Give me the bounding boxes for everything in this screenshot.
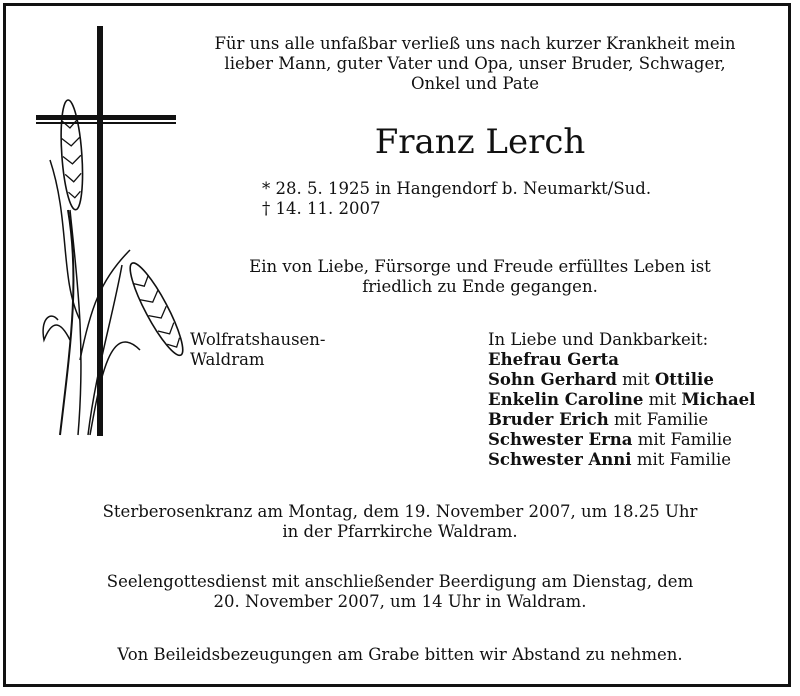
life-line: Ein von Liebe, Fürsorge und Freude erfülltes Leben ist <box>249 257 711 276</box>
deceased-name: Franz Lerch <box>374 122 586 162</box>
cross-with-wheat-icon <box>30 20 190 440</box>
rosary-line: in der Pfarrkirche Waldram. <box>282 522 518 541</box>
family-member <box>488 370 755 390</box>
life-dates <box>262 179 651 219</box>
family-member-name: Enkelin Caroline <box>488 390 644 409</box>
family-member <box>488 450 755 470</box>
family-member-partner: Michael <box>681 390 756 409</box>
family-member-relation: mit Familie <box>631 450 732 469</box>
family-member-name: Schwester Erna <box>488 430 633 449</box>
family-member-relation: mit <box>643 390 682 409</box>
family-member-name: Sohn Gerhard <box>488 370 617 389</box>
place-line: Waldram <box>190 350 265 369</box>
service-line: Seelengottesdienst mit anschließender Beerdigung am Dienstag, dem <box>106 572 694 591</box>
family-member <box>488 410 755 430</box>
intro-line: Für uns alle unfaßbar verließ uns nach kurzer Krankheit mein <box>214 34 736 53</box>
intro-line: Onkel und Pate <box>410 74 540 93</box>
family-member <box>488 430 755 450</box>
family-member-partner: Ottilie <box>654 370 714 389</box>
family-member-name: Ehefrau Gerta <box>488 350 619 369</box>
family-heading: In Liebe und Dankbarkeit: <box>488 330 709 349</box>
rosary-line: Sterberosenkranz am Montag, dem 19. November 2007, um 18.25 Uhr <box>102 502 698 521</box>
place <box>190 330 326 370</box>
family-member-name: Bruder Erich <box>488 410 609 429</box>
family-member-relation: mit Familie <box>632 430 732 449</box>
service-line: 20. November 2007, um 14 Uhr in Waldram. <box>213 592 587 611</box>
family-member <box>488 390 755 410</box>
family-member-name: Schwester Anni <box>488 450 632 469</box>
life-statement <box>190 257 770 297</box>
birth-date: * 28. 5. 1925 in Hangendorf b. Neumarkt/Sud. <box>262 179 652 198</box>
intro-text <box>170 34 780 94</box>
family-member <box>488 350 755 370</box>
life-line: friedlich zu Ende gegangen. <box>362 277 598 296</box>
closing-note: Von Beileidsbezeugungen am Grabe bitten wir Abstand zu nehmen. <box>117 645 683 664</box>
rosary-notice <box>40 502 760 542</box>
family-list <box>488 330 755 470</box>
service-notice <box>40 572 760 612</box>
death-date: † 14. 11. 2007 <box>262 199 381 218</box>
place-line: Wolfratshausen- <box>190 330 326 349</box>
intro-line: lieber Mann, guter Vater und Opa, unser Bruder, Schwager, <box>224 54 726 73</box>
family-member-relation: mit Familie <box>608 410 709 429</box>
family-member-relation: mit <box>616 370 655 389</box>
